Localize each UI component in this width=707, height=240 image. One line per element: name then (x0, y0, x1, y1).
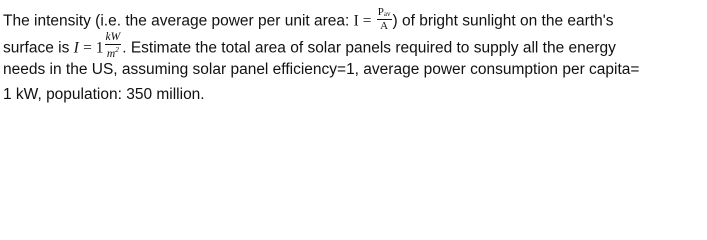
line2-before: surface is (3, 39, 70, 57)
power-symbol: P (377, 6, 384, 18)
intensity-fraction (377, 7, 392, 32)
power-subscript: av (383, 10, 391, 18)
problem-line-4: 1 kW, population: 350 million. (3, 85, 205, 103)
line1-after: ) of bright sunlight on the earth's (392, 12, 614, 30)
intensity-symbol: I (73, 39, 79, 57)
unit-fraction-numerator: kW (105, 32, 122, 46)
unit-denominator-base: m (106, 47, 116, 60)
line1-text: The intensity (i.e. the average power per unit area: (3, 12, 350, 30)
problem-line-1 (3, 6, 705, 34)
unit-denominator-exponent: 2 (115, 45, 119, 54)
line2-after: . Estimate the total area of solar panels required to supply all the energy (122, 39, 616, 57)
problem-line-2 (3, 30, 705, 60)
problem-text (3, 6, 705, 107)
problem-line-3: needs in the US, assuming solar panel efficiency=1, average power consumption per capita= (3, 61, 640, 78)
intensity-fraction-numerator (377, 7, 392, 20)
intensity-fraction-denominator: A (380, 20, 389, 32)
intensity-value: = 1 (83, 39, 104, 57)
unit-fraction (105, 32, 122, 61)
intensity-symbol-equals: I = (353, 12, 372, 30)
